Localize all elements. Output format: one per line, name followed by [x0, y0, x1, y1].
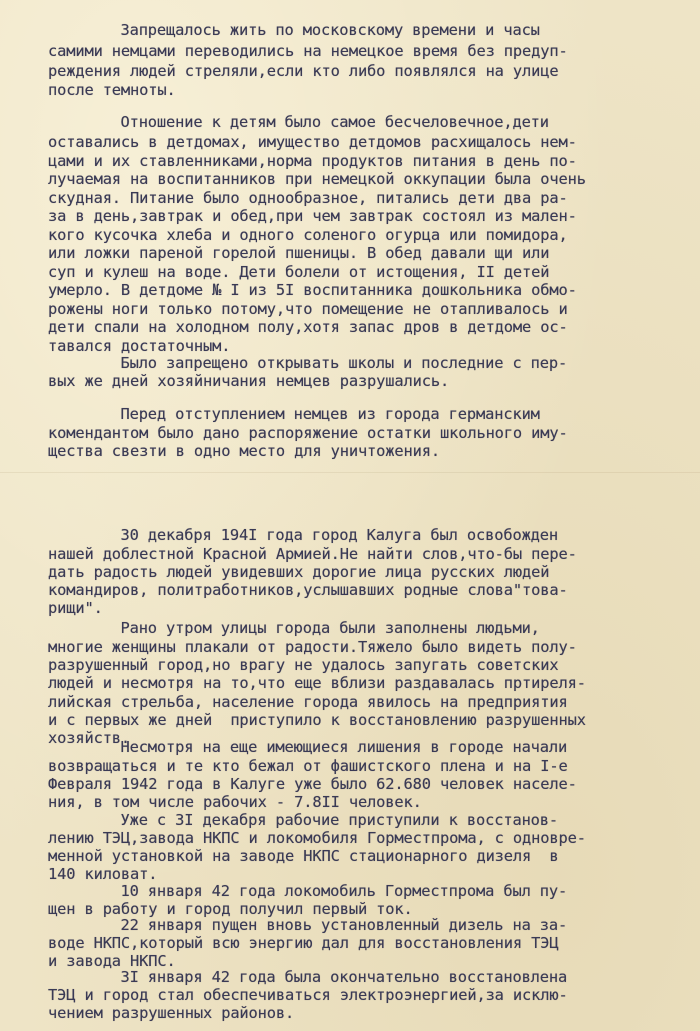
text-line: Несмотря на еще имеющиеся лишения в городе начали	[84, 738, 568, 756]
text-line: рожены ноги только потому,что помещение не отапливалось и	[48, 300, 568, 318]
text-line: дать радость людей увидевших дорогие лица русских людей	[48, 563, 550, 581]
text-line: командиров, политработников,услышавших родные слова"това-	[48, 581, 568, 599]
text-line: разрушенный город,но врагу не удалось запугать советских	[48, 656, 559, 674]
text-line: Перед отступлением немцев из города германским	[84, 405, 540, 423]
text-line: цами и их ставленниками,норма продуктов питания в день по-	[48, 152, 577, 170]
text-line: многие женщины плакали от радости.Тяжело было видеть полу-	[48, 638, 577, 656]
text-line: менной установкой на заводе НКПС стационарного дизеля в	[48, 847, 559, 865]
text-line: щен в работу и город получил первый ток.	[48, 900, 413, 918]
text-line: нашей доблестной Красной Армией.Не найти слов,что-бы пере-	[48, 545, 577, 563]
text-line: кого кусочка хлеба и одного соленого огурца или помидора,	[48, 226, 568, 244]
text-line: людей и несмотря на то,что еще вблизи раздавалась пртиреля-	[48, 674, 586, 692]
paper-crease	[0, 472, 700, 473]
text-line: чением разрушенных районов.	[48, 1004, 295, 1022]
text-line: Отношение к детям было самое бесчеловечное,дети	[84, 113, 549, 131]
text-line: реждения людей стреляли,если кто либо появлялся на улице	[48, 62, 559, 80]
text-line: ния, в том числе рабочих - 7.8II человек.	[48, 793, 422, 811]
text-line: тавался достаточным.	[48, 337, 231, 355]
text-line: возвращаться и те кто бежал от фашистского плена и на I-е	[48, 757, 568, 775]
text-line: лийская стрельба, население города явилось на предприятия	[48, 693, 568, 711]
text-line: ТЭЦ и город стал обеспечиваться электроэнергией,за исклю-	[48, 986, 568, 1004]
text-line: вых же дней хозяйничания немцев разрушались.	[48, 372, 450, 390]
text-line: умерло. В детдоме № I из 5I воспитанника дошкольника обмо-	[48, 281, 577, 299]
text-line: рищи".	[48, 599, 103, 617]
text-line: хозяйств.	[48, 729, 131, 747]
text-line: суп и кулеш на воде. Дети болели от истощения, II детей	[48, 263, 550, 281]
text-line: после темноты.	[48, 81, 176, 99]
text-line: щества свезти в одно место для уничтожения.	[48, 442, 440, 460]
text-line: лучаемая на воспитанников при немецкой оккупации была очень	[48, 170, 586, 188]
text-line: Рано утром улицы города были заполнены людьми,	[84, 619, 540, 637]
text-line: оставались в детдомах, имущество детдомов расхищалось нем-	[48, 133, 577, 151]
text-line: воде НКПС,который всю энергию дал для восстановления ТЭЦ	[48, 934, 559, 952]
text-line: или ложки пареной горелой пшеницы. В обед давали щи или	[48, 244, 550, 262]
text-line: Было запрещено открывать школы и последние с пер-	[84, 354, 568, 372]
text-line: Запрещалось жить по московскому времени и часы	[84, 21, 540, 39]
text-line: Уже с 3I декабря рабочие приступили к восстанов-	[84, 811, 559, 829]
text-line: 22 января пущен вновь установленный дизель на за-	[84, 916, 568, 934]
text-line: скудная. Питание было однообразное, питались дети два ра-	[48, 189, 568, 207]
text-line: комендантом было дано распоряжение остатки школьного иму-	[48, 424, 568, 442]
text-line: за в день,завтрак и обед,при чем завтрак состоял из мален-	[48, 207, 577, 225]
text-line: лению ТЭЦ,завода НКПС и локомобиля Горместпрома, с одновре-	[48, 829, 586, 847]
text-line: самими немцами переводились на немецкое время без предуп-	[48, 42, 568, 60]
text-line: 140 киловат.	[48, 865, 158, 883]
text-line: дети спали на холодном полу,хотя запас дров в детдоме ос-	[48, 318, 568, 336]
text-line: и с первых же дней приступило к восстановлению разрушенных	[48, 711, 586, 729]
text-line: 3I января 42 года была окончательно восстановлена	[84, 968, 568, 986]
text-line: 10 января 42 года локомобиль Горместпрома был пу-	[84, 882, 568, 900]
text-line: и завода НКПС.	[48, 952, 176, 970]
text-line: 30 декабря 194I года город Калуга был освобожден	[84, 526, 559, 544]
text-line: Февраля 1942 года в Калуге уже было 62.680 человек населе-	[48, 775, 577, 793]
